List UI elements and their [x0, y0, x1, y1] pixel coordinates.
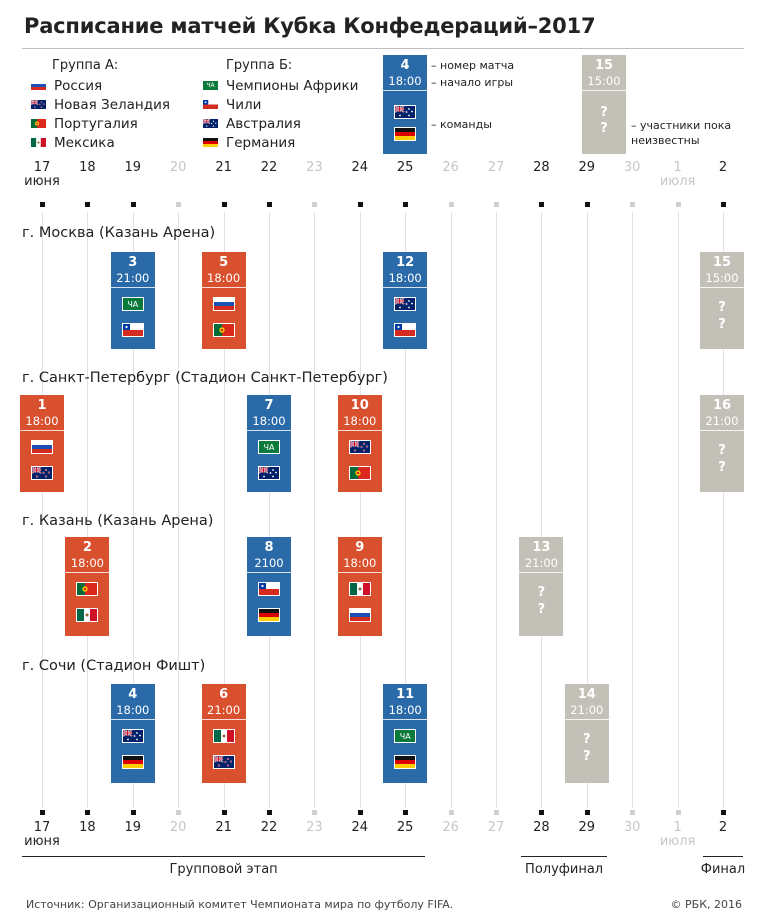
date-label-3	[158, 820, 198, 835]
match-card-14[interactable]	[565, 684, 609, 783]
match-time: 21:00	[524, 556, 558, 570]
match-number: 8	[264, 540, 274, 555]
date-label-11	[521, 820, 561, 835]
match-number: 7	[264, 398, 274, 413]
date-day: 1	[673, 820, 682, 835]
card-divider	[65, 572, 109, 573]
germany-flag-icon	[394, 127, 416, 141]
match-card-13[interactable]	[519, 537, 563, 636]
day-gridline	[178, 212, 179, 808]
day-gridline	[451, 212, 452, 808]
match-time: 18:00	[116, 703, 150, 717]
date-tick	[267, 810, 272, 815]
legend-team-new-zealand: Новая Зеландия	[54, 97, 170, 113]
day-gridline	[360, 212, 361, 808]
date-tick	[539, 202, 544, 207]
portugal-flag-icon	[30, 118, 47, 129]
date-day: 23	[306, 820, 323, 835]
match-card-10[interactable]	[338, 395, 382, 492]
date-day: 26	[442, 820, 459, 835]
date-day: 30	[623, 820, 641, 835]
date-day: 29	[578, 820, 596, 835]
legend-team-portugal: Португалия	[54, 116, 138, 132]
match-number: 4	[128, 687, 138, 702]
date-label-11	[521, 160, 561, 175]
date-day: 19	[124, 160, 142, 175]
date-day: 27	[487, 820, 505, 835]
date-day: 28	[533, 160, 550, 175]
date-tick	[358, 202, 363, 207]
legend-team-chile: Чили	[226, 97, 262, 113]
new-zealand-flag-icon	[213, 755, 235, 769]
african-champions-flag-icon	[202, 80, 219, 91]
date-tick	[358, 810, 363, 815]
legend-note-match-number: – номер матча	[431, 59, 515, 72]
date-label-10	[476, 160, 516, 175]
stage-bracket	[703, 856, 743, 857]
match-time: 18:00	[25, 414, 59, 428]
date-tick	[312, 810, 317, 815]
date-label-2	[113, 820, 153, 835]
new-zealand-flag-icon	[349, 440, 371, 454]
match-number: 13	[532, 540, 551, 555]
date-tick	[449, 810, 454, 815]
match-time: 2100	[254, 556, 284, 570]
match-time: 21:00	[207, 703, 241, 717]
date-tick	[721, 202, 726, 207]
card-divider	[519, 572, 563, 573]
legend-team-germany: Германия	[226, 135, 296, 151]
date-day: 17	[33, 160, 51, 175]
date-tick	[176, 810, 181, 815]
russia-flag-icon	[31, 440, 53, 454]
card-divider	[700, 287, 744, 288]
australia-flag-icon	[394, 297, 416, 311]
date-month: июля	[659, 834, 696, 849]
day-gridline	[496, 212, 497, 808]
match-number: 1	[37, 398, 47, 413]
date-day: 1	[673, 160, 682, 175]
chile-flag-icon	[258, 582, 280, 596]
date-label-8	[385, 820, 425, 835]
chile-flag-icon	[122, 323, 144, 337]
match-card-11[interactable]	[383, 684, 427, 783]
match-time: 18:00	[343, 414, 377, 428]
date-day: 29	[578, 160, 596, 175]
date-label-9	[431, 160, 471, 175]
date-label-12	[567, 820, 607, 835]
date-tick	[40, 202, 45, 207]
african-champions-flag-icon	[394, 729, 416, 743]
date-day: 30	[623, 160, 641, 175]
date-tick	[403, 810, 408, 815]
germany-flag-icon	[258, 608, 280, 622]
match-card-15[interactable]	[700, 252, 744, 349]
title-divider	[22, 48, 744, 49]
match-time: 21:00	[705, 414, 739, 428]
date-label-4	[204, 160, 244, 175]
date-tick	[403, 202, 408, 207]
date-day: 19	[124, 820, 142, 835]
mexico-flag-icon	[76, 608, 98, 622]
date-day: 18	[79, 160, 96, 175]
date-label-14	[658, 160, 698, 189]
date-day: 27	[487, 160, 505, 175]
date-label-2	[113, 160, 153, 175]
legend-team-african-champions: Чемпионы Африки	[226, 78, 359, 94]
date-label-13	[612, 160, 652, 175]
stage-bracket	[521, 856, 606, 857]
date-label-1	[67, 820, 107, 835]
card-divider	[383, 90, 427, 91]
australia-flag-icon	[122, 729, 144, 743]
date-label-6	[294, 160, 334, 175]
legend-team-australia: Австралия	[226, 116, 301, 132]
date-label-3	[158, 160, 198, 175]
date-tick	[585, 202, 590, 207]
date-label-0	[22, 160, 62, 189]
date-tick	[630, 202, 635, 207]
match-card-8[interactable]	[247, 537, 291, 636]
australia-flag-icon	[258, 466, 280, 480]
card-divider	[202, 287, 246, 288]
germany-flag-icon	[202, 137, 219, 148]
match-number: 2	[82, 540, 92, 555]
match-time: 18:00	[70, 556, 104, 570]
date-day: 25	[396, 160, 414, 175]
card-divider	[383, 287, 427, 288]
match-card-5[interactable]	[202, 252, 246, 349]
african-champions-flag-icon	[122, 297, 144, 311]
date-day: 2	[718, 820, 728, 835]
group-b-heading: Группа Б:	[226, 58, 293, 73]
legend-match-time: 18:00	[388, 74, 422, 88]
mexico-flag-icon	[30, 137, 47, 148]
day-gridline	[632, 212, 633, 808]
date-label-13	[612, 820, 652, 835]
russia-flag-icon	[349, 608, 371, 622]
match-time: 18:00	[252, 414, 286, 428]
unknown-team: ?	[583, 749, 591, 764]
day-gridline	[42, 212, 43, 808]
chile-flag-icon	[202, 99, 219, 110]
date-label-8	[385, 160, 425, 175]
legend-team-russia: Россия	[54, 78, 103, 94]
stage-label: Групповой этап	[169, 862, 278, 877]
match-card-9[interactable]	[338, 537, 382, 636]
day-gridline	[541, 212, 542, 808]
match-time: 18:00	[207, 271, 241, 285]
date-tick	[312, 202, 317, 207]
card-divider	[700, 430, 744, 431]
african-champions-label: ЧА	[263, 442, 275, 452]
date-tick	[585, 810, 590, 815]
date-label-5	[249, 820, 289, 835]
mexico-flag-icon	[213, 729, 235, 743]
date-tick	[539, 810, 544, 815]
match-number: 5	[219, 255, 229, 270]
portugal-flag-icon	[213, 323, 235, 337]
date-label-15	[703, 820, 743, 835]
legend-tbd-time: 15:00	[587, 74, 621, 88]
card-divider	[247, 572, 291, 573]
card-divider	[20, 430, 64, 431]
group-a-heading: Группа А:	[52, 58, 119, 73]
match-time: 21:00	[570, 703, 604, 717]
match-number: 3	[128, 255, 138, 270]
date-day: 23	[306, 160, 323, 175]
legend-tbd-team-1: ?	[600, 105, 608, 120]
date-label-15	[703, 160, 743, 175]
date-label-0	[22, 820, 62, 849]
unknown-team: ?	[718, 443, 726, 458]
match-card-2[interactable]	[65, 537, 109, 636]
new-zealand-flag-icon	[31, 466, 53, 480]
mexico-flag-icon	[349, 582, 371, 596]
date-tick	[676, 810, 681, 815]
russia-flag-icon	[213, 297, 235, 311]
card-divider	[383, 719, 427, 720]
date-tick	[40, 810, 45, 815]
date-day: 26	[442, 160, 459, 175]
day-gridline	[269, 212, 270, 808]
australia-flag-icon	[394, 105, 416, 119]
date-day: 22	[260, 820, 278, 835]
match-card-7[interactable]	[247, 395, 291, 492]
african-champions-label: ЧА	[206, 82, 215, 89]
date-day: 24	[351, 820, 369, 835]
stage-label: Финал	[700, 862, 746, 877]
card-divider	[202, 719, 246, 720]
stage-bracket	[22, 856, 425, 857]
germany-flag-icon	[394, 755, 416, 769]
match-card-1[interactable]	[20, 395, 64, 492]
venue-name: г. Москва (Казань Арена)	[22, 225, 216, 241]
date-month: июня	[24, 834, 60, 849]
date-day: 20	[169, 160, 187, 175]
australia-flag-icon	[202, 118, 219, 129]
unknown-team: ?	[718, 300, 726, 315]
date-label-9	[431, 820, 471, 835]
date-day: 25	[396, 820, 414, 835]
match-time: 18:00	[388, 271, 422, 285]
match-card-3[interactable]	[111, 252, 155, 349]
date-tick	[267, 202, 272, 207]
date-tick	[85, 202, 90, 207]
russia-flag-icon	[30, 80, 47, 91]
venue-name: г. Казань (Казань Арена)	[22, 513, 214, 529]
card-divider	[338, 572, 382, 573]
match-number: 15	[712, 255, 732, 270]
card-divider	[582, 90, 626, 91]
date-day: 28	[533, 820, 550, 835]
match-card-12[interactable]	[383, 252, 427, 349]
legend-example-tbd-card	[582, 55, 626, 154]
unknown-team: ?	[718, 460, 726, 475]
germany-flag-icon	[122, 755, 144, 769]
unknown-team: ?	[537, 585, 546, 600]
date-label-10	[476, 820, 516, 835]
match-number: 12	[396, 255, 415, 270]
match-time: 18:00	[343, 556, 377, 570]
copyright: © РБК, 2016	[670, 898, 742, 911]
date-day: 21	[215, 820, 232, 835]
date-label-14	[658, 820, 698, 849]
card-divider	[247, 430, 291, 431]
card-divider	[111, 287, 155, 288]
day-gridline	[678, 212, 679, 808]
match-time: 18:00	[388, 703, 422, 717]
african-champions-flag-icon	[258, 440, 280, 454]
match-card-4[interactable]	[111, 684, 155, 783]
source-note: Источник: Организационный комитет Чемпионата мира по футболу FIFA.	[26, 898, 454, 911]
stage-label: Полуфинал	[525, 862, 604, 877]
date-label-7	[340, 160, 380, 175]
match-number: 6	[219, 687, 229, 702]
match-card-6[interactable]	[202, 684, 246, 783]
portugal-flag-icon	[76, 582, 98, 596]
date-label-6	[294, 820, 334, 835]
legend-note-unknown: – участники пока неизвестны	[631, 119, 732, 147]
date-day: 2	[718, 160, 728, 175]
date-tick	[131, 202, 136, 207]
legend-note-start-time: – начало игры	[431, 76, 514, 89]
card-divider	[565, 719, 609, 720]
venue-name: г. Санкт-Петербург (Стадион Санкт-Петербург)	[22, 370, 388, 386]
date-day: 22	[260, 160, 278, 175]
legend-match-number: 4	[400, 58, 410, 73]
date-month: июля	[659, 174, 696, 189]
match-number: 14	[577, 687, 596, 702]
unknown-team: ?	[583, 732, 591, 747]
match-card-16[interactable]	[700, 395, 744, 492]
match-number: 9	[355, 540, 365, 555]
date-tick	[494, 202, 499, 207]
date-tick	[676, 202, 681, 207]
date-label-1	[67, 160, 107, 175]
date-day: 17	[33, 820, 51, 835]
day-gridline	[87, 212, 88, 808]
date-tick	[494, 810, 499, 815]
date-label-4	[204, 820, 244, 835]
match-time: 21:00	[116, 271, 150, 285]
legend-example-match-card	[383, 55, 427, 154]
portugal-flag-icon	[349, 466, 371, 480]
chile-flag-icon	[394, 323, 416, 337]
date-month: июня	[24, 174, 60, 189]
date-day: 24	[351, 160, 369, 175]
date-tick	[449, 202, 454, 207]
date-label-12	[567, 160, 607, 175]
unknown-team: ?	[537, 602, 546, 617]
legend-tbd-team-2: ?	[600, 121, 608, 136]
card-divider	[111, 719, 155, 720]
page-title: Расписание матчей Кубка Конфедераций–2017	[24, 14, 596, 38]
legend-team-mexico: Мексика	[54, 135, 115, 151]
date-label-5	[249, 160, 289, 175]
date-tick	[222, 202, 227, 207]
unknown-team: ?	[718, 317, 726, 332]
legend-tbd-number: 15	[594, 58, 614, 73]
match-number: 10	[350, 398, 369, 413]
date-tick	[85, 810, 90, 815]
card-divider	[338, 430, 382, 431]
date-day: 20	[169, 820, 187, 835]
date-tick	[222, 810, 227, 815]
date-tick	[721, 810, 726, 815]
date-day: 21	[215, 160, 232, 175]
match-number: 16	[712, 398, 732, 413]
date-tick	[630, 810, 635, 815]
date-tick	[131, 810, 136, 815]
african-champions-label: ЧА	[127, 299, 139, 309]
venue-name: г. Сочи (Стадион Фишт)	[22, 658, 206, 674]
match-number: 11	[396, 687, 415, 702]
day-gridline	[314, 212, 315, 808]
new-zealand-flag-icon	[30, 99, 47, 110]
african-champions-label: ЧА	[399, 731, 411, 741]
date-day: 18	[79, 820, 96, 835]
match-time: 15:00	[705, 271, 739, 285]
date-label-7	[340, 820, 380, 835]
legend-note-teams: – команды	[431, 118, 492, 131]
date-tick	[176, 202, 181, 207]
